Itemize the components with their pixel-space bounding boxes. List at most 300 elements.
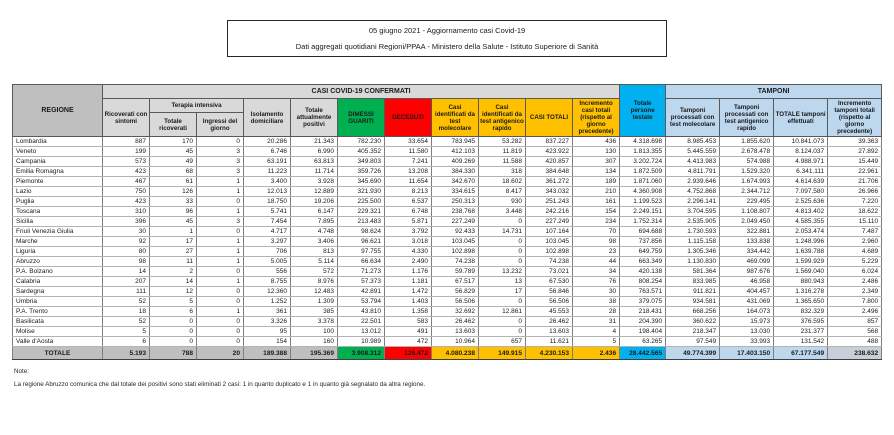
- table-cell: 1: [197, 247, 244, 257]
- table-cell: 2.296.141: [666, 197, 720, 207]
- table-cell: 385: [291, 307, 338, 317]
- table-cell: 23: [573, 247, 620, 257]
- column-header-casi-antigenico: Casi identificati da test antigenico rapido: [479, 99, 526, 137]
- table-cell: 488: [828, 337, 882, 347]
- table-cell: 2.960: [828, 237, 882, 247]
- table-header-row-groups: [13, 85, 882, 99]
- table-cell: 3: [197, 167, 244, 177]
- table-cell: 33.993: [720, 337, 774, 347]
- table-cell: 11: [150, 257, 197, 267]
- table-cell: 887: [103, 137, 150, 147]
- table-cell: 76: [573, 277, 620, 287]
- table-cell: 59.789: [432, 267, 479, 277]
- table-cell: 134: [573, 167, 620, 177]
- table-cell: 46.958: [720, 277, 774, 287]
- table-cell: 74.238: [432, 257, 479, 267]
- table-row: [13, 267, 882, 277]
- table-cell: 63.813: [291, 157, 338, 167]
- report-title-box: [227, 20, 667, 57]
- table-cell: 1.569.040: [774, 267, 828, 277]
- table-cell: 2.349: [828, 287, 882, 297]
- table-cell: 0: [479, 297, 526, 307]
- table-row: [13, 297, 882, 307]
- table-cell: 4.813.402: [774, 207, 828, 217]
- table-row: [13, 177, 882, 187]
- table-row: [13, 277, 882, 287]
- table-cell: 12.861: [479, 307, 526, 317]
- table-cell: 27: [150, 247, 197, 257]
- table-cell: 0: [479, 327, 526, 337]
- table-cell: 10.964: [432, 337, 479, 347]
- table-cell: 198.404: [620, 327, 666, 337]
- total-cell: 49.774.399: [666, 347, 720, 360]
- table-cell: 45: [150, 217, 197, 227]
- group-header-tamponi: TAMPONI: [666, 85, 882, 99]
- region-name: Piemonte: [13, 177, 103, 187]
- total-row: [13, 347, 882, 360]
- table-cell: 33: [150, 197, 197, 207]
- table-cell: 10.841.073: [774, 137, 828, 147]
- table-cell: 4.748: [291, 227, 338, 237]
- table-row: [13, 157, 882, 167]
- table-cell: 92.433: [432, 227, 479, 237]
- table-cell: 4.360.908: [620, 187, 666, 197]
- group-header-casi-confermati: CASI COVID-19 CONFERMATI: [103, 85, 620, 99]
- table-cell: 649.759: [620, 247, 666, 257]
- table-cell: 229.495: [720, 197, 774, 207]
- column-header-regione: REGIONE: [13, 85, 103, 137]
- table-cell: 6.990: [291, 147, 338, 157]
- table-cell: 27.892: [828, 147, 882, 157]
- table-cell: 763.571: [620, 287, 666, 297]
- table-cell: 56.506: [432, 297, 479, 307]
- table-cell: 361.272: [526, 177, 573, 187]
- table-cell: 96: [150, 207, 197, 217]
- table-cell: 32.692: [432, 307, 479, 317]
- table-cell: 2.053.474: [774, 227, 828, 237]
- table-cell: 2.496: [828, 307, 882, 317]
- table-cell: 0: [479, 317, 526, 327]
- table-row: [13, 197, 882, 207]
- table-cell: 8.417: [479, 187, 526, 197]
- table-cell: 1.108.807: [720, 207, 774, 217]
- region-name: Friuli Venezia Giulia: [13, 227, 103, 237]
- table-cell: 17: [479, 287, 526, 297]
- table-cell: 1.316.278: [774, 287, 828, 297]
- table-cell: 12.013: [244, 187, 291, 197]
- table-cell: 3: [197, 147, 244, 157]
- table-cell: 321.930: [338, 187, 385, 197]
- table-cell: 17: [150, 237, 197, 247]
- table-cell: 0: [197, 197, 244, 207]
- table-cell: 782.230: [338, 137, 385, 147]
- table-cell: 0: [150, 337, 197, 347]
- table-cell: 96.621: [338, 237, 385, 247]
- note-text: La regione Abruzzo comunica che dal totale dei positivi sono stati eliminati 2 casi: 1 in quanto duplicato e 1 in quanto già segnalato da altra regione.: [14, 381, 426, 388]
- table-cell: 207: [103, 277, 150, 287]
- table-cell: 5: [573, 337, 620, 347]
- table-cell: 11.654: [385, 177, 432, 187]
- table-cell: 573: [103, 157, 150, 167]
- table-cell: 6: [150, 307, 197, 317]
- table-cell: 911.821: [666, 287, 720, 297]
- table-cell: 13.012: [338, 327, 385, 337]
- table-cell: 63.191: [244, 157, 291, 167]
- table-cell: 412.103: [432, 147, 479, 157]
- table-cell: 491: [385, 327, 432, 337]
- table-cell: 7.097.580: [774, 187, 828, 197]
- table-cell: 1: [197, 207, 244, 217]
- table-cell: 130: [573, 147, 620, 157]
- total-cell: 189.388: [244, 347, 291, 360]
- table-cell: 71.273: [338, 267, 385, 277]
- table-cell: 95: [244, 327, 291, 337]
- region-name: Umbria: [13, 297, 103, 307]
- region-name: Campania: [13, 157, 103, 167]
- region-name: P.A. Trento: [13, 307, 103, 317]
- table-cell: 7.220: [828, 197, 882, 207]
- table-cell: 15.449: [828, 157, 882, 167]
- region-name: Sardegna: [13, 287, 103, 297]
- table-cell: 97.755: [338, 247, 385, 257]
- table-cell: 0: [197, 327, 244, 337]
- table-cell: 1.130.830: [666, 257, 720, 267]
- table-cell: 4.752.868: [666, 187, 720, 197]
- table-cell: 1.365.650: [774, 297, 828, 307]
- table-cell: 3: [197, 157, 244, 167]
- table-cell: 930: [479, 197, 526, 207]
- total-cell: 149.915: [479, 347, 526, 360]
- table-cell: 832.329: [774, 307, 828, 317]
- table-cell: 8.976: [291, 277, 338, 287]
- table-cell: 2.486: [828, 277, 882, 287]
- table-cell: 934.581: [666, 297, 720, 307]
- total-cell: 4.230.153: [526, 347, 573, 360]
- column-header-incremento-tamponi: Incremento tamponi totali (rispetto al giorno precedente): [828, 99, 882, 137]
- table-cell: 18.602: [479, 177, 526, 187]
- table-cell: 349.803: [338, 157, 385, 167]
- table-cell: 706: [244, 247, 291, 257]
- table-cell: 14: [150, 277, 197, 287]
- table-cell: 4.614.639: [774, 177, 828, 187]
- table-cell: 1: [197, 257, 244, 267]
- table-cell: 74.238: [526, 257, 573, 267]
- table-cell: 0: [479, 217, 526, 227]
- table-cell: 469.099: [720, 257, 774, 267]
- column-header-isolamento: Isolamento domiciliare: [244, 99, 291, 137]
- table-cell: 18.622: [828, 207, 882, 217]
- table-cell: 13.603: [526, 327, 573, 337]
- table-cell: 100: [291, 327, 338, 337]
- table-cell: 12.889: [291, 187, 338, 197]
- table-cell: 30: [103, 227, 150, 237]
- table-cell: 8.755: [244, 277, 291, 287]
- table-cell: 154: [244, 337, 291, 347]
- table-cell: 3.018: [385, 237, 432, 247]
- table-cell: 13.603: [432, 327, 479, 337]
- table-cell: 11.621: [526, 337, 573, 347]
- table-cell: 574.988: [720, 157, 774, 167]
- column-header-attualmente-positivi: Totale attualmente positivi: [291, 99, 338, 137]
- table-cell: 384.648: [526, 167, 573, 177]
- table-cell: 987.676: [720, 267, 774, 277]
- total-cell: 4.080.238: [432, 347, 479, 360]
- region-name: Molise: [13, 327, 103, 337]
- total-cell: 28.442.565: [620, 347, 666, 360]
- table-cell: 56.829: [432, 287, 479, 297]
- table-cell: 0: [197, 337, 244, 347]
- table-cell: 1.358: [385, 307, 432, 317]
- table-cell: 227.249: [432, 217, 479, 227]
- table-cell: 6: [103, 337, 150, 347]
- table-cell: 102.898: [432, 247, 479, 257]
- table-cell: 97.549: [666, 337, 720, 347]
- table-cell: 4: [573, 327, 620, 337]
- table-cell: 1.403: [385, 297, 432, 307]
- table-row: [13, 137, 882, 147]
- table-cell: 737.856: [620, 237, 666, 247]
- table-cell: 218.347: [666, 327, 720, 337]
- table-cell: 4.318.698: [620, 137, 666, 147]
- table-cell: 111: [103, 287, 150, 297]
- table-cell: 379.075: [620, 297, 666, 307]
- table-cell: 42.891: [338, 287, 385, 297]
- table-cell: 420.857: [526, 157, 573, 167]
- table-row: [13, 317, 882, 327]
- table-cell: 423: [103, 167, 150, 177]
- table-cell: 404.457: [720, 287, 774, 297]
- table-cell: 73.021: [526, 267, 573, 277]
- table-cell: 2.344.712: [720, 187, 774, 197]
- table-cell: 318: [479, 167, 526, 177]
- table-cell: 694.688: [620, 227, 666, 237]
- table-cell: 6.537: [385, 197, 432, 207]
- table-cell: 1.639.788: [774, 247, 828, 257]
- table-cell: 52: [103, 297, 150, 307]
- report-date-title: 05 giugno 2021 - Aggiornamento casi Covid-19: [368, 26, 526, 35]
- region-name: Emilia Romagna: [13, 167, 103, 177]
- table-cell: 53.282: [479, 137, 526, 147]
- table-cell: 423: [103, 197, 150, 207]
- table-cell: 68: [150, 167, 197, 177]
- table-cell: 2.490: [385, 257, 432, 267]
- table-cell: 334.442: [720, 247, 774, 257]
- table-cell: 98: [573, 237, 620, 247]
- table-row: [13, 337, 882, 347]
- table-cell: 1.176: [385, 267, 432, 277]
- table-row: [13, 327, 882, 337]
- table-cell: 0: [150, 327, 197, 337]
- table-cell: 1.871.060: [620, 177, 666, 187]
- table-row: [13, 217, 882, 227]
- table-cell: 583: [385, 317, 432, 327]
- table-cell: 19.206: [291, 197, 338, 207]
- table-cell: 30: [573, 287, 620, 297]
- table-cell: 837.227: [526, 137, 573, 147]
- table-cell: 396: [103, 217, 150, 227]
- table-cell: 343.032: [526, 187, 573, 197]
- table-cell: 3.297: [244, 237, 291, 247]
- table-cell: 61: [150, 177, 197, 187]
- table-cell: 33.654: [385, 137, 432, 147]
- table-cell: 98: [103, 257, 150, 267]
- table-cell: 0: [197, 317, 244, 327]
- table-cell: 225.500: [338, 197, 385, 207]
- table-cell: 20.286: [244, 137, 291, 147]
- table-cell: 44: [573, 257, 620, 267]
- table-cell: 238.768: [432, 207, 479, 217]
- table-cell: 92: [103, 237, 150, 247]
- table-cell: 467: [103, 177, 150, 187]
- table-cell: 436: [573, 137, 620, 147]
- table-cell: 334.615: [432, 187, 479, 197]
- table-cell: 231.377: [774, 327, 828, 337]
- table-cell: 229.321: [338, 207, 385, 217]
- table-cell: 56.506: [526, 297, 573, 307]
- table-cell: 7.241: [385, 157, 432, 167]
- table-cell: 2.049.450: [720, 217, 774, 227]
- table-cell: 1.115.158: [666, 237, 720, 247]
- table-cell: 1.813.355: [620, 147, 666, 157]
- table-cell: 880.943: [774, 277, 828, 287]
- table-cell: 34: [573, 267, 620, 277]
- table-cell: 161: [573, 197, 620, 207]
- table-cell: 18: [103, 307, 150, 317]
- table-cell: 359.726: [338, 167, 385, 177]
- table-cell: 1.305.346: [666, 247, 720, 257]
- table-cell: 345.690: [338, 177, 385, 187]
- table-cell: 53.794: [338, 297, 385, 307]
- table-cell: 1.309: [291, 297, 338, 307]
- table-cell: 80: [103, 247, 150, 257]
- table-cell: 5.005: [244, 257, 291, 267]
- table-cell: 4.717: [244, 227, 291, 237]
- covid-data-table: [12, 84, 882, 360]
- table-cell: 1.248.996: [774, 237, 828, 247]
- table-cell: 10.989: [338, 337, 385, 347]
- table-cell: 21.706: [828, 177, 882, 187]
- region-name: Valle d'Aosta: [13, 337, 103, 347]
- table-cell: 322.881: [720, 227, 774, 237]
- table-cell: 170: [150, 137, 197, 147]
- table-cell: 218.431: [620, 307, 666, 317]
- table-cell: 43.810: [338, 307, 385, 317]
- table-cell: 227.249: [526, 217, 573, 227]
- table-cell: 1.529.320: [720, 167, 774, 177]
- table-cell: 1: [150, 227, 197, 237]
- table-cell: 6.341.111: [774, 167, 828, 177]
- table-cell: 3.928: [291, 177, 338, 187]
- table-cell: 160: [291, 337, 338, 347]
- table-cell: 11.588: [479, 157, 526, 167]
- table-cell: 0: [197, 137, 244, 147]
- region-name: Lazio: [13, 187, 103, 197]
- table-cell: 1: [197, 307, 244, 317]
- table-cell: 15.110: [828, 217, 882, 227]
- table-cell: 420.138: [620, 267, 666, 277]
- total-cell: 20: [197, 347, 244, 360]
- total-cell: 17.403.150: [720, 347, 774, 360]
- table-cell: 2.939.646: [666, 177, 720, 187]
- table-cell: 12: [150, 287, 197, 297]
- total-cell: 126.472: [385, 347, 432, 360]
- table-cell: 1: [197, 177, 244, 187]
- region-name: Marche: [13, 237, 103, 247]
- table-cell: 14.731: [479, 227, 526, 237]
- notes-section: [14, 368, 894, 388]
- table-cell: 45: [150, 147, 197, 157]
- table-cell: 3.448: [479, 207, 526, 217]
- table-cell: 2.535.905: [666, 217, 720, 227]
- total-cell: 238.632: [828, 347, 882, 360]
- table-cell: 668.256: [666, 307, 720, 317]
- table-cell: 102.898: [526, 247, 573, 257]
- total-cell: 5.193: [103, 347, 150, 360]
- table-cell: 4.413.983: [666, 157, 720, 167]
- table-cell: 5.741: [244, 207, 291, 217]
- table-cell: 3.202.724: [620, 157, 666, 167]
- table-row: [13, 247, 882, 257]
- table-cell: 833.985: [666, 277, 720, 287]
- table-cell: 250.313: [432, 197, 479, 207]
- table-cell: 0: [197, 287, 244, 297]
- table-cell: 6.024: [828, 267, 882, 277]
- table-cell: 70: [573, 227, 620, 237]
- table-cell: 22.501: [338, 317, 385, 327]
- table-row: [13, 187, 882, 197]
- table-cell: 2.525.636: [774, 197, 828, 207]
- table-cell: 66.634: [338, 257, 385, 267]
- table-cell: 12.483: [291, 287, 338, 297]
- table-cell: 1.599.929: [774, 257, 828, 267]
- table-cell: 1: [197, 277, 244, 287]
- table-cell: 15.973: [720, 317, 774, 327]
- table-cell: 7.800: [828, 297, 882, 307]
- table-cell: 0: [150, 317, 197, 327]
- table-cell: 28: [573, 307, 620, 317]
- table-cell: 8.213: [385, 187, 432, 197]
- column-header-casi-totali: CASI TOTALI: [526, 99, 573, 137]
- table-cell: 1.252: [244, 297, 291, 307]
- table-cell: 164.073: [720, 307, 774, 317]
- table-cell: 4.585.355: [774, 217, 828, 227]
- table-cell: 813: [291, 247, 338, 257]
- region-name: Liguria: [13, 247, 103, 257]
- table-cell: 210: [573, 187, 620, 197]
- group-header-terapia-intensiva: Terapia intensiva: [150, 99, 244, 113]
- total-cell: 3.908.312: [338, 347, 385, 360]
- table-cell: 126: [150, 187, 197, 197]
- region-name: Lombardia: [13, 137, 103, 147]
- region-name: Abruzzo: [13, 257, 103, 267]
- table-cell: 376.595: [774, 317, 828, 327]
- table-cell: 11.223: [244, 167, 291, 177]
- table-cell: 31: [573, 317, 620, 327]
- table-cell: 3.406: [291, 237, 338, 247]
- table-cell: 4.988.971: [774, 157, 828, 167]
- table-cell: 5.114: [291, 257, 338, 267]
- region-name: Calabria: [13, 277, 103, 287]
- table-cell: 472: [385, 337, 432, 347]
- table-cell: 63.265: [620, 337, 666, 347]
- table-cell: 3.792: [385, 227, 432, 237]
- table-cell: 3.378: [291, 317, 338, 327]
- column-header-tamponi-totale: TOTALE tamponi effettuati: [774, 99, 828, 137]
- column-header-ti-totale-ricoverati: Totale ricoverati: [150, 113, 197, 137]
- table-cell: 12.360: [244, 287, 291, 297]
- table-cell: 0: [197, 297, 244, 307]
- table-cell: 5: [150, 297, 197, 307]
